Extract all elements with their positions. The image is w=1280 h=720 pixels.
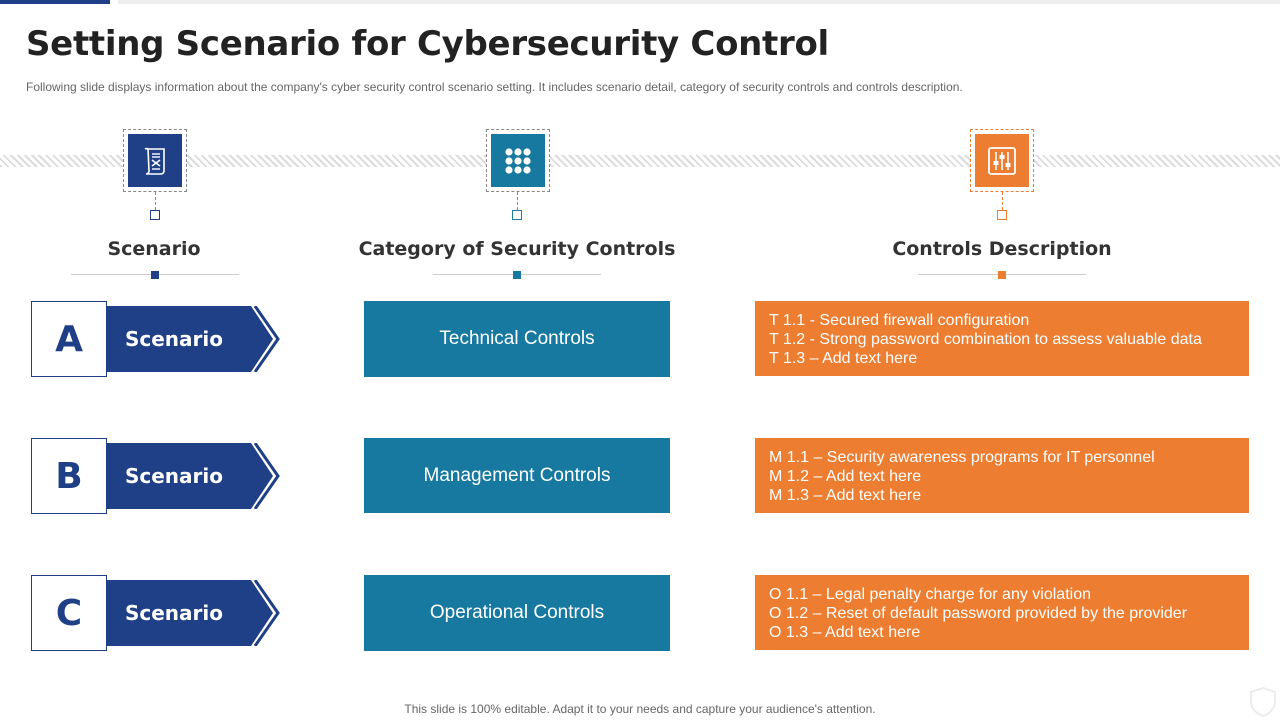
description-heading: Controls Description (892, 238, 1112, 260)
description-connector (1002, 192, 1003, 210)
description-icon-frame (970, 129, 1034, 192)
category-heading-marker (513, 271, 521, 279)
description-line: T 1.2 - Strong password combination to assess valuable data (769, 331, 1202, 348)
description-heading-marker (998, 271, 1006, 279)
footer-note: This slide is 100% editable. Adapt it to your needs and capture your audience's attention. (404, 702, 876, 716)
scenario-heading-marker (151, 271, 159, 279)
description-line: M 1.1 – Security awareness programs for IT personnel (769, 449, 1155, 466)
page-subtitle: Following slide displays information about the company's cyber security control scenario setting. It includes scenario detail, category of security controls and controls description. (26, 80, 963, 94)
description-box-c (755, 575, 1249, 650)
scenario-label-c: Scenario (124, 601, 224, 625)
description-box-a (755, 301, 1249, 376)
scenario-letter-b: B (31, 438, 107, 514)
top-accent-bar (0, 0, 110, 4)
description-line: M 1.2 – Add text here (769, 468, 922, 485)
scenario-label-a: Scenario (124, 327, 224, 351)
category-connector (517, 192, 518, 210)
description-line: O 1.3 – Add text here (769, 624, 921, 641)
shield-watermark-icon (1248, 686, 1278, 718)
hatched-divider (0, 155, 1280, 167)
description-line: T 1.1 - Secured firewall configuration (769, 312, 1030, 329)
scenario-connector (155, 192, 156, 210)
category-connector-node (512, 210, 522, 220)
description-line: T 1.3 – Add text here (769, 350, 918, 367)
page-title: Setting Scenario for Cybersecurity Control (26, 24, 829, 64)
top-divider-bar (118, 0, 1280, 4)
category-box-operational: Operational Controls (364, 575, 670, 651)
scenario-icon-frame (123, 129, 187, 192)
category-box-technical: Technical Controls (364, 301, 670, 377)
scenario-connector-node (150, 210, 160, 220)
scenario-letter-a: A (31, 301, 107, 377)
category-box-management: Management Controls (364, 438, 670, 513)
scenario-letter-c: C (31, 575, 107, 651)
scenario-heading: Scenario (107, 238, 201, 260)
description-box-b (755, 438, 1249, 513)
description-line: O 1.2 – Reset of default password provided by the provider (769, 605, 1188, 622)
description-line: O 1.1 – Legal penalty charge for any violation (769, 586, 1091, 603)
description-connector-node (997, 210, 1007, 220)
description-line: M 1.3 – Add text here (769, 487, 922, 504)
scroll-document-icon (128, 134, 182, 187)
sliders-icon (975, 134, 1029, 187)
category-icon-frame (486, 129, 550, 192)
grid-dots-icon (491, 134, 545, 187)
scenario-label-b: Scenario (124, 464, 224, 488)
category-heading: Category of Security Controls (358, 238, 676, 260)
